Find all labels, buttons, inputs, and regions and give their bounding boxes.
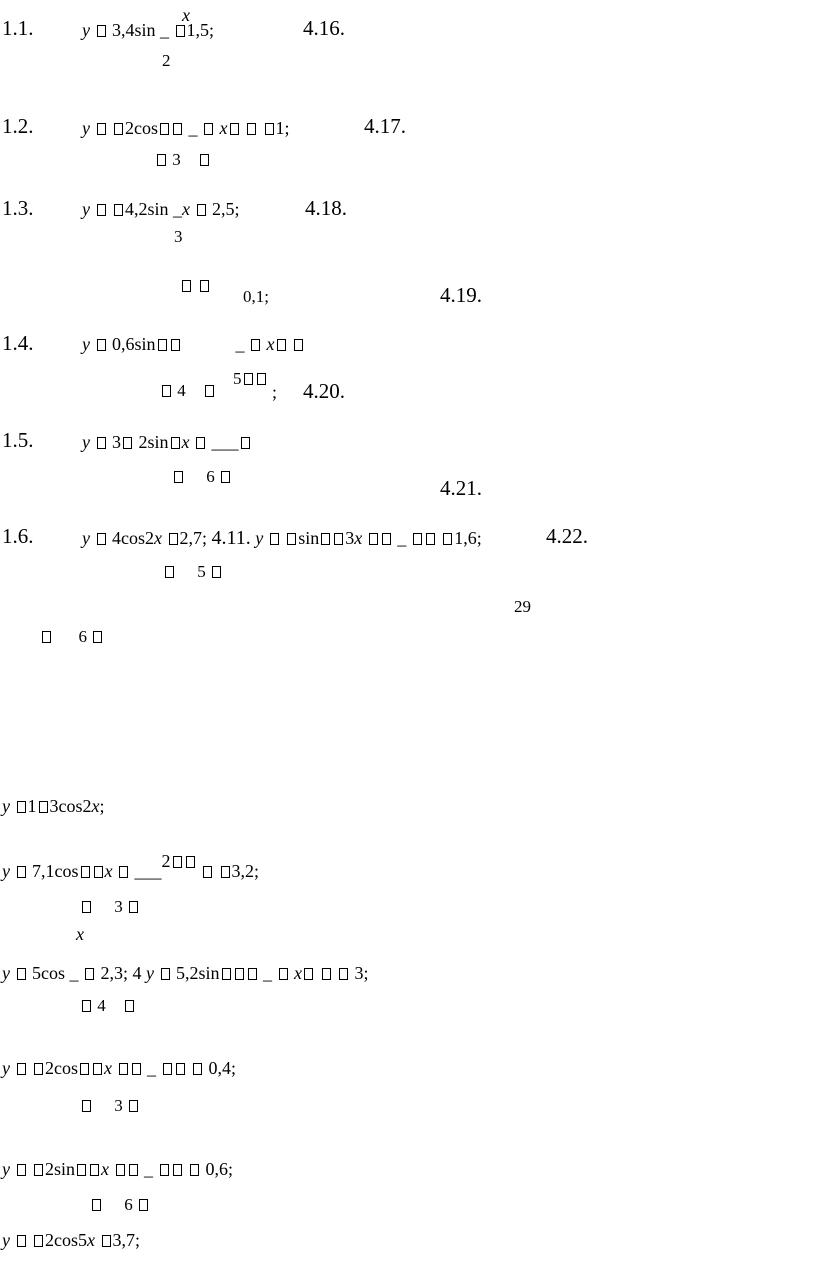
missing-glyph: [173, 856, 182, 868]
missing-glyph: [304, 968, 313, 980]
missing-glyph: [42, 631, 51, 643]
missing-glyph: [251, 339, 260, 351]
missing-glyph: [382, 533, 391, 545]
missing-glyph: [165, 566, 174, 578]
missing-glyph: [171, 437, 180, 449]
missing-glyph: [160, 123, 169, 135]
var-x: x: [91, 796, 100, 816]
missing-glyph: [339, 968, 348, 980]
formula: y 3,4sin _ 1,5;: [82, 20, 215, 40]
missing-glyph: [97, 533, 106, 545]
missing-glyph: [287, 533, 296, 545]
formula-part: 3,4sin: [112, 20, 156, 40]
missing-glyph: [169, 533, 178, 545]
missing-glyph: [17, 1235, 26, 1247]
problem-ref: 4.11.: [211, 527, 251, 549]
formula-part: 2,5;: [212, 199, 240, 219]
var-y: y: [82, 528, 90, 548]
missing-glyph: [173, 1164, 182, 1176]
var-x: x: [219, 118, 228, 138]
missing-glyph: [200, 280, 209, 292]
missing-glyph: [139, 1199, 148, 1211]
missing-glyph: [114, 204, 123, 216]
missing-glyph: [163, 1063, 172, 1075]
missing-glyph: [82, 1000, 91, 1012]
missing-glyph: [119, 1063, 128, 1075]
formula-part: 1,6;: [454, 528, 482, 548]
missing-glyph: [132, 1063, 141, 1075]
missing-glyph: [244, 373, 253, 385]
missing-glyph: [196, 437, 205, 449]
missing-glyph: [82, 1100, 91, 1112]
missing-glyph: [241, 437, 250, 449]
fraction-denominator: 6: [172, 468, 232, 485]
formula-part: 1,5;: [186, 20, 215, 40]
missing-glyph: [93, 1063, 102, 1075]
problem-ref: 4.19.: [440, 283, 482, 307]
var-y: y: [2, 1159, 10, 1179]
missing-glyph: [129, 901, 138, 913]
var-x: x: [294, 963, 303, 983]
missing-glyph: [17, 801, 26, 813]
missing-glyph: [125, 1000, 134, 1012]
formula: y 0,6sin _ x: [82, 335, 305, 353]
fraction-denominator: 3: [174, 227, 183, 246]
problem-number: 1.5.: [2, 428, 34, 452]
missing-glyph: [34, 1235, 43, 1247]
problem-number: 1.3.: [2, 196, 34, 220]
missing-glyph: [221, 471, 230, 483]
missing-glyph: [158, 339, 167, 351]
formula-part: 2,7;: [179, 528, 208, 548]
missing-glyph: [97, 25, 106, 37]
fraction-denominator: 5: [163, 563, 223, 580]
missing-glyph: [221, 866, 230, 878]
var-x: x: [182, 199, 191, 219]
missing-glyph: [174, 471, 183, 483]
formula: y 1 3cos2x;: [2, 796, 105, 816]
page-number: 29: [514, 597, 531, 616]
missing-glyph: [204, 123, 213, 135]
formula-part: 1;: [275, 118, 290, 138]
var-y: y: [2, 963, 10, 983]
missing-glyph: [97, 437, 106, 449]
var-x: x: [354, 528, 363, 548]
missing-glyph: [203, 866, 212, 878]
var-x: x: [181, 432, 190, 452]
missing-glyph: [230, 123, 239, 135]
var-x: x: [266, 334, 275, 354]
missing-glyph: [265, 123, 274, 135]
fraction-denominator: 6: [90, 1196, 150, 1213]
problem-ref: 4.20.: [303, 379, 345, 403]
missing-glyph: [123, 437, 132, 449]
missing-glyph: [80, 1063, 89, 1075]
missing-glyph: [212, 566, 221, 578]
missing-glyph: [171, 339, 180, 351]
missing-glyph: [322, 968, 331, 980]
fraction-denominator: 3: [80, 898, 140, 915]
missing-glyph: [190, 1164, 199, 1176]
var-y: y: [2, 796, 10, 816]
formula: y 2cos _ x 1;: [82, 118, 290, 138]
var-x: x: [154, 528, 162, 548]
missing-glyph: [90, 1164, 99, 1176]
fraction-denominator: 6: [40, 628, 104, 645]
missing-glyph: [270, 533, 279, 545]
fraction-denominator: 4: [160, 382, 216, 399]
missing-glyph: [160, 1164, 169, 1176]
var-y: y: [82, 334, 90, 354]
glyph-pair: [180, 276, 211, 294]
formula-part: 0,6sin: [112, 334, 156, 354]
missing-glyph: [279, 968, 288, 980]
missing-glyph: [129, 1100, 138, 1112]
missing-glyph: [186, 856, 195, 868]
var-y: y: [2, 1058, 10, 1078]
missing-glyph: [321, 533, 330, 545]
missing-glyph: [277, 339, 286, 351]
formula-part: 2cos: [125, 118, 158, 138]
problem-ref: 4.16.: [303, 16, 345, 40]
var-x: x: [101, 1159, 110, 1179]
formula-value: 0,1;: [243, 287, 269, 306]
fraction-numerator: x: [182, 5, 190, 25]
missing-glyph: [426, 533, 435, 545]
missing-glyph: [413, 533, 422, 545]
formula: y 4,2sin _x 2,5;: [82, 199, 240, 219]
missing-glyph: [222, 968, 231, 980]
missing-glyph: [369, 533, 378, 545]
missing-glyph: [94, 866, 103, 878]
problem-ref: 4.17.: [364, 114, 406, 138]
missing-glyph: [77, 1164, 86, 1176]
missing-glyph: [200, 154, 209, 166]
semicolon: ;: [272, 382, 278, 402]
missing-glyph: [114, 123, 123, 135]
missing-glyph: [157, 154, 166, 166]
missing-glyph: [294, 339, 303, 351]
missing-glyph: [93, 631, 102, 643]
missing-glyph: [248, 968, 257, 980]
missing-glyph: [182, 280, 191, 292]
formula: y 2cos5x 3,7;: [2, 1230, 141, 1250]
problem-number: 1.4.: [2, 331, 34, 355]
missing-glyph: [102, 1235, 111, 1247]
missing-glyph: [97, 204, 106, 216]
missing-glyph: [173, 123, 182, 135]
formula: y 2cos x _ 0,4;: [2, 1058, 237, 1078]
missing-glyph: [162, 385, 171, 397]
missing-glyph: [34, 1063, 43, 1075]
problem-ref: 4.22.: [546, 524, 588, 548]
problem-number: 1.1.: [2, 16, 34, 40]
var-y: y: [82, 432, 90, 452]
formula: y 5cos _ 2,3; 4 y 5,2sin _ x 3;: [2, 963, 369, 983]
missing-glyph: [116, 1164, 125, 1176]
formula: y 3 2sin x ___: [82, 433, 252, 451]
missing-glyph: [34, 1164, 43, 1176]
missing-glyph: [193, 1063, 202, 1075]
formula-part: 3: [345, 528, 355, 548]
missing-glyph: [235, 968, 244, 980]
missing-glyph: [92, 1199, 101, 1211]
missing-glyph: [17, 1164, 26, 1176]
missing-glyph: [85, 968, 94, 980]
missing-glyph: [176, 25, 185, 37]
missing-glyph: [334, 533, 343, 545]
missing-glyph: [176, 1063, 185, 1075]
missing-glyph: [39, 801, 48, 813]
formula-part: 2sin: [138, 432, 169, 452]
missing-glyph: [97, 123, 106, 135]
var-y: y: [82, 20, 90, 40]
var-y: y: [255, 528, 264, 548]
problem-ref: 4.21.: [440, 476, 482, 500]
missing-glyph: [129, 1164, 138, 1176]
var-y: y: [2, 1230, 10, 1250]
superscript: 5: [233, 370, 268, 387]
formula-part: 4cos2: [112, 528, 154, 548]
var-y: y: [146, 963, 155, 983]
missing-glyph: [257, 373, 266, 385]
fraction-numerator: x: [76, 924, 84, 944]
missing-glyph: [82, 901, 91, 913]
missing-glyph: [197, 204, 206, 216]
fraction-denominator: 3: [80, 1097, 140, 1114]
problem-number: 1.6.: [2, 524, 34, 548]
missing-glyph: [161, 968, 170, 980]
var-x: x: [104, 1058, 112, 1078]
missing-glyph: [443, 533, 452, 545]
formula: y 2sin x _ 0,6;: [2, 1159, 234, 1179]
fraction-denominator: 2: [162, 51, 171, 70]
missing-glyph: [17, 1063, 26, 1075]
problem-number: 1.2.: [2, 114, 34, 138]
formula-part: sin: [298, 528, 320, 548]
missing-glyph: [17, 866, 26, 878]
problem-ref: 4.18.: [305, 196, 347, 220]
fraction-denominator: 3: [155, 151, 211, 168]
fraction-denominator: 4: [80, 997, 136, 1014]
missing-glyph: [97, 339, 106, 351]
var-y: y: [2, 861, 10, 881]
formula: y 7,1cos x ___2 3,2;: [2, 851, 260, 881]
var-x: x: [87, 1230, 95, 1250]
formula-part: 3: [112, 432, 121, 452]
missing-glyph: [247, 123, 256, 135]
var-x: x: [104, 861, 113, 881]
missing-glyph: [81, 866, 90, 878]
formula: y 4cos2x 2,7; 4.11. y sin 3x _ 1,6;: [82, 527, 482, 549]
missing-glyph: [119, 866, 128, 878]
missing-glyph: [17, 968, 26, 980]
missing-glyph: [205, 385, 214, 397]
var-y: y: [82, 199, 90, 219]
formula-part: 4,2sin: [125, 199, 169, 219]
var-y: y: [82, 118, 90, 138]
